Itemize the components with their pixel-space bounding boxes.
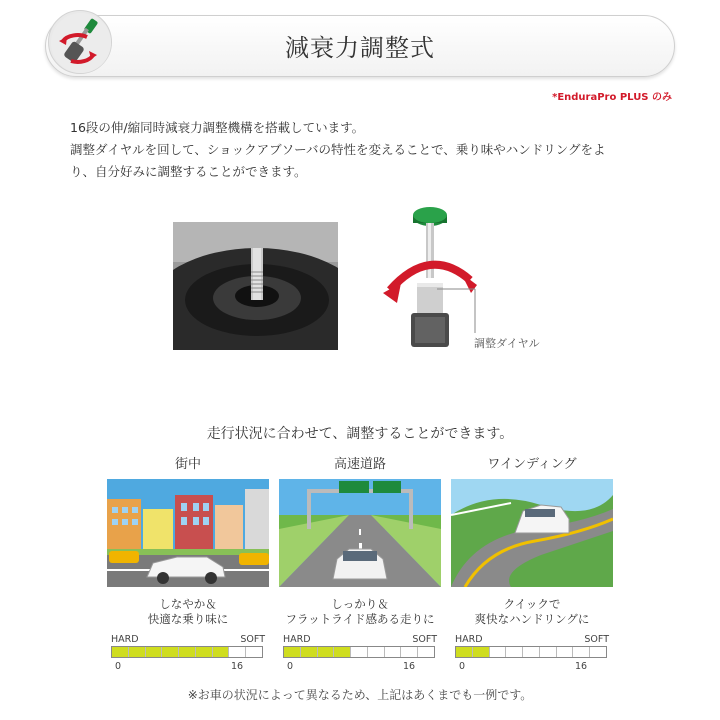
- gauge-max: 16: [575, 661, 588, 672]
- gauge-hard-label: HARD: [455, 634, 483, 645]
- gauge-segment: [540, 647, 557, 657]
- caption-line: 爽快なハンドリングに: [474, 612, 590, 626]
- gauge-segment: [213, 647, 230, 657]
- page-title: 減衰力調整式: [285, 34, 435, 62]
- gauge-min: 0: [115, 661, 122, 672]
- damping-gauge: [107, 634, 269, 674]
- gauge-hard-label: HARD: [283, 634, 311, 645]
- scenario-title: 街中: [174, 457, 201, 472]
- gauge-bar: [283, 646, 435, 658]
- gauge-segment: [246, 647, 262, 657]
- gauge-bar: [455, 646, 607, 658]
- gauge-segment: [196, 647, 213, 657]
- caption-line: しっかり＆: [331, 597, 389, 611]
- description-line: 16段の伸/縮同時減衰力調整機構を搭載しています。: [70, 120, 365, 135]
- description-line: り、自分好みに調整することができます。: [70, 164, 307, 179]
- model-note: *EnduraPro PLUS のみ: [552, 92, 672, 103]
- gauge-segment: [162, 647, 179, 657]
- gauge-segment: [506, 647, 523, 657]
- scenario-highway: [279, 453, 441, 674]
- scenario-title: ワインディング: [487, 457, 577, 472]
- gauge-segment: [368, 647, 385, 657]
- gauge-segment: [129, 647, 146, 657]
- gauge-max: 16: [231, 661, 244, 672]
- gauge-segment: [179, 647, 196, 657]
- gauge-bar: [111, 646, 263, 658]
- gauge-segment: [146, 647, 163, 657]
- gauge-segment: [401, 647, 418, 657]
- damping-gauge: [451, 634, 613, 674]
- gauge-segment: [557, 647, 574, 657]
- caption-line: クイックで: [503, 597, 561, 611]
- gauge-max: 16: [403, 661, 416, 672]
- gauge-segment: [351, 647, 368, 657]
- caption-line: フラットライド感ある走りに: [285, 612, 435, 626]
- gauge-hard-label: HARD: [111, 634, 139, 645]
- gauge-segment: [318, 647, 335, 657]
- gauge-segment: [301, 647, 318, 657]
- winding-scene-image: [451, 479, 613, 587]
- gauge-segment: [590, 647, 606, 657]
- scenario-heading: 走行状況に合わせて、調整することができます。: [206, 426, 514, 442]
- gauge-soft-label: SOFT: [240, 634, 265, 645]
- gauge-min: 0: [287, 661, 294, 672]
- scenario-caption: [107, 597, 269, 629]
- highway-scene-image: [279, 479, 441, 587]
- gauge-segment: [418, 647, 434, 657]
- gauge-segment: [523, 647, 540, 657]
- gauge-segment: [284, 647, 301, 657]
- scenario-city: [107, 453, 269, 674]
- description: [70, 117, 670, 183]
- dial-label: 調整ダイヤル: [474, 337, 540, 350]
- gauge-segment: [456, 647, 473, 657]
- gauge-min: 0: [459, 661, 466, 672]
- gauge-segment: [112, 647, 129, 657]
- gauge-segment: [490, 647, 507, 657]
- gauge-soft-label: SOFT: [412, 634, 437, 645]
- shock-top-photo: [173, 222, 338, 350]
- scenario-caption: [451, 597, 613, 629]
- gauge-segment: [334, 647, 351, 657]
- description-line: 調整ダイヤルを回して、ショックアブソーバの特性を変えることで、乗り味やハンドリングをよ: [70, 142, 606, 157]
- caption-line: 快適な乗り味に: [147, 612, 229, 626]
- gauge-segment: [385, 647, 402, 657]
- city-scene-image: [107, 479, 269, 587]
- gauge-segment: [473, 647, 490, 657]
- scenario-winding: [451, 453, 613, 674]
- gauge-segment: [573, 647, 590, 657]
- gauge-segment: [229, 647, 246, 657]
- footnote: ※お車の状況によって異なるため、上記はあくまでも一例です。: [187, 688, 533, 702]
- damping-gauge: [279, 634, 441, 674]
- caption-line: しなやか＆: [159, 597, 217, 611]
- gauge-soft-label: SOFT: [584, 634, 609, 645]
- scenario-title: 高速道路: [333, 457, 386, 472]
- scenario-caption: [279, 597, 441, 629]
